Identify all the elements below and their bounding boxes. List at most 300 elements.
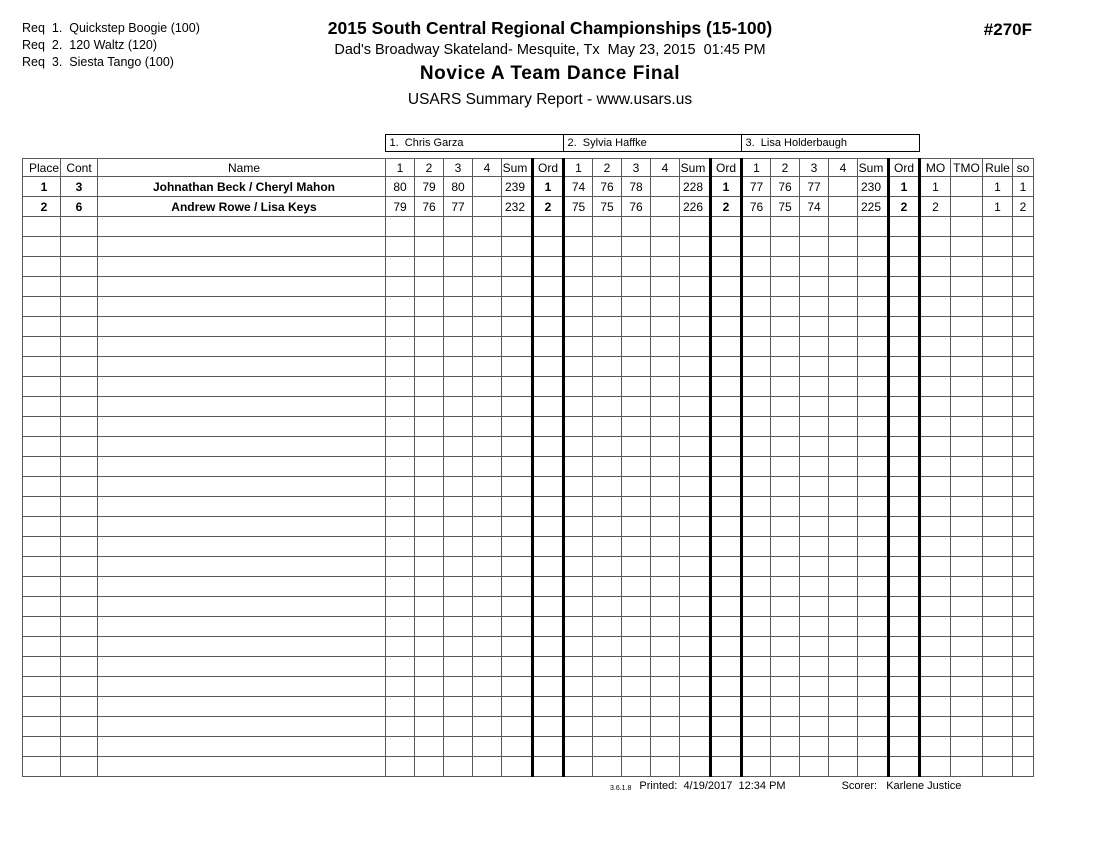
cell-ord <box>889 317 920 337</box>
cell-sum <box>680 577 711 597</box>
cell-sum <box>680 437 711 457</box>
cell-score <box>622 437 651 457</box>
cell-score <box>622 237 651 257</box>
cell-sum <box>502 697 533 717</box>
cell-score <box>473 297 502 317</box>
cell-score <box>800 377 829 397</box>
cell-sum <box>502 677 533 697</box>
cell-score <box>651 317 680 337</box>
cell-score <box>444 457 473 477</box>
judge-3-name: 3. Lisa Holderbaugh <box>741 135 919 152</box>
cell-score <box>800 737 829 757</box>
cell-rule <box>983 457 1013 477</box>
cell-score <box>742 397 771 417</box>
cell-score <box>651 597 680 617</box>
empty-row <box>23 437 1034 457</box>
cell-score <box>564 317 593 337</box>
empty-row <box>23 617 1034 637</box>
cell-score <box>622 577 651 597</box>
cell-rule <box>983 237 1013 257</box>
cell-score <box>564 557 593 577</box>
cell-score <box>651 377 680 397</box>
cell-score <box>771 637 800 657</box>
cell-score: 74 <box>800 197 829 217</box>
cell-score: 80 <box>386 177 415 197</box>
cell-so <box>1013 237 1034 257</box>
cell-score <box>829 717 858 737</box>
cell-name <box>98 717 386 737</box>
cell-rule <box>983 257 1013 277</box>
cell-score <box>386 357 415 377</box>
cell-ord: 2 <box>889 197 920 217</box>
cell-score <box>444 317 473 337</box>
cell-tmo <box>951 697 983 717</box>
cell-tmo <box>951 537 983 557</box>
cell-place <box>23 637 61 657</box>
cell-score <box>829 357 858 377</box>
cell-ord <box>711 557 742 577</box>
cell-score <box>386 457 415 477</box>
cell-score <box>564 377 593 397</box>
cell-so <box>1013 337 1034 357</box>
cell-score <box>742 377 771 397</box>
cell-cont <box>61 657 98 677</box>
cell-score <box>622 257 651 277</box>
cell-sum <box>680 537 711 557</box>
column-header-score: 3 <box>444 159 473 177</box>
cell-score <box>386 277 415 297</box>
cell-score: 74 <box>564 177 593 197</box>
cell-score <box>444 657 473 677</box>
cell-score <box>742 237 771 257</box>
cell-score <box>829 637 858 657</box>
cell-sum <box>858 477 889 497</box>
cell-score <box>444 237 473 257</box>
cell-sum <box>502 237 533 257</box>
cell-ord: 1 <box>711 177 742 197</box>
cell-name <box>98 277 386 297</box>
cell-so <box>1013 397 1034 417</box>
cell-score <box>829 537 858 557</box>
cell-score <box>622 737 651 757</box>
cell-score <box>651 397 680 417</box>
cell-mo <box>920 277 951 297</box>
cell-place <box>23 577 61 597</box>
cell-score <box>771 617 800 637</box>
cell-ord <box>889 737 920 757</box>
cell-ord <box>533 617 564 637</box>
cell-score <box>651 177 680 197</box>
cell-score <box>415 277 444 297</box>
cell-place: 2 <box>23 197 61 217</box>
cell-ord <box>889 657 920 677</box>
cell-tmo <box>951 177 983 197</box>
cell-score <box>415 737 444 757</box>
cell-ord <box>711 417 742 437</box>
cell-place <box>23 457 61 477</box>
cell-score <box>593 697 622 717</box>
cell-place <box>23 397 61 417</box>
cell-score <box>800 257 829 277</box>
cell-score <box>473 737 502 757</box>
cell-tmo <box>951 277 983 297</box>
cell-sum <box>680 277 711 297</box>
cell-tmo <box>951 597 983 617</box>
cell-sum <box>858 737 889 757</box>
cell-sum <box>680 457 711 477</box>
cell-score <box>771 217 800 237</box>
cell-score <box>473 717 502 737</box>
column-header-cont: Cont <box>61 159 98 177</box>
cell-score <box>415 337 444 357</box>
cell-sum <box>502 377 533 397</box>
cell-ord <box>533 357 564 377</box>
cell-ord <box>711 617 742 637</box>
cell-ord: 1 <box>533 177 564 197</box>
cell-so <box>1013 417 1034 437</box>
cell-score <box>593 317 622 337</box>
cell-score <box>593 377 622 397</box>
cell-score <box>593 357 622 377</box>
cell-score <box>742 257 771 277</box>
cell-score <box>829 197 858 217</box>
cell-score <box>473 537 502 557</box>
cell-ord: 1 <box>889 177 920 197</box>
cell-score <box>444 337 473 357</box>
cell-place <box>23 477 61 497</box>
cell-score <box>771 657 800 677</box>
cell-tmo <box>951 317 983 337</box>
cell-ord <box>533 757 564 777</box>
cell-rule <box>983 737 1013 757</box>
cell-ord <box>711 757 742 777</box>
cell-score <box>622 657 651 677</box>
cell-sum <box>858 617 889 637</box>
cell-ord <box>533 457 564 477</box>
cell-score <box>829 257 858 277</box>
cell-ord <box>889 617 920 637</box>
cell-score <box>800 437 829 457</box>
cell-score <box>415 497 444 517</box>
cell-score <box>473 337 502 357</box>
cell-so <box>1013 557 1034 577</box>
cell-score <box>564 637 593 657</box>
empty-row <box>23 737 1034 757</box>
cell-sum <box>858 517 889 537</box>
cell-score <box>386 477 415 497</box>
cell-cont <box>61 217 98 237</box>
cell-ord <box>711 597 742 617</box>
cell-score <box>386 557 415 577</box>
cell-rule <box>983 517 1013 537</box>
cell-score <box>444 757 473 777</box>
cell-score <box>593 597 622 617</box>
cell-ord <box>533 397 564 417</box>
cell-tmo <box>951 337 983 357</box>
cell-sum <box>858 557 889 577</box>
cell-sum <box>858 317 889 337</box>
cell-name <box>98 457 386 477</box>
cell-score <box>742 697 771 717</box>
empty-row <box>23 277 1034 297</box>
cell-score <box>415 637 444 657</box>
cell-score <box>742 217 771 237</box>
cell-sum <box>502 717 533 737</box>
cell-score <box>651 697 680 717</box>
cell-place: 1 <box>23 177 61 197</box>
cell-score <box>829 277 858 297</box>
cell-score <box>651 457 680 477</box>
cell-score <box>829 477 858 497</box>
cell-score <box>771 377 800 397</box>
column-header-score: 2 <box>415 159 444 177</box>
cell-sum <box>502 477 533 497</box>
cell-ord <box>533 597 564 617</box>
cell-score <box>771 337 800 357</box>
cell-score <box>771 677 800 697</box>
cell-score <box>473 357 502 377</box>
cell-ord <box>711 537 742 557</box>
cell-sum <box>680 677 711 697</box>
cell-score <box>386 737 415 757</box>
cell-score <box>800 237 829 257</box>
cell-ord <box>711 397 742 417</box>
cell-so <box>1013 537 1034 557</box>
cell-sum <box>680 417 711 437</box>
empty-row <box>23 257 1034 277</box>
cell-place <box>23 437 61 457</box>
cell-score <box>771 357 800 377</box>
cell-tmo <box>951 417 983 437</box>
cell-score <box>742 477 771 497</box>
cell-sum <box>858 237 889 257</box>
cell-score <box>622 357 651 377</box>
cell-score <box>742 437 771 457</box>
cell-mo <box>920 737 951 757</box>
cell-score <box>800 277 829 297</box>
cell-score <box>444 377 473 397</box>
cell-score <box>771 537 800 557</box>
cell-so <box>1013 677 1034 697</box>
cell-score <box>415 297 444 317</box>
cell-score <box>651 717 680 737</box>
cell-score <box>415 237 444 257</box>
cell-score <box>651 437 680 457</box>
cell-sum <box>680 217 711 237</box>
cell-ord <box>533 657 564 677</box>
cell-place <box>23 737 61 757</box>
cell-score <box>622 317 651 337</box>
cell-cont <box>61 257 98 277</box>
cell-sum <box>680 477 711 497</box>
cell-rule <box>983 417 1013 437</box>
cell-sum <box>680 557 711 577</box>
cell-score <box>444 717 473 737</box>
cell-score <box>742 417 771 437</box>
requirement-line: Req 2. 120 Waltz (120) <box>22 38 158 52</box>
column-header-ord: Ord <box>533 159 564 177</box>
column-header-tmo: TMO <box>951 159 983 177</box>
cell-tmo <box>951 377 983 397</box>
cell-score <box>473 397 502 417</box>
cell-sum <box>502 397 533 417</box>
column-header-ord: Ord <box>889 159 920 177</box>
empty-row <box>23 697 1034 717</box>
cell-cont <box>61 377 98 397</box>
empty-row <box>23 377 1034 397</box>
cell-score <box>829 577 858 597</box>
cell-score <box>622 757 651 777</box>
cell-score <box>444 297 473 317</box>
column-header-score: 4 <box>829 159 858 177</box>
cell-so <box>1013 717 1034 737</box>
cell-score <box>564 217 593 237</box>
cell-score <box>800 717 829 737</box>
cell-score <box>444 217 473 237</box>
cell-tmo <box>951 457 983 477</box>
cell-tmo <box>951 357 983 377</box>
cell-score <box>771 437 800 457</box>
cell-sum: 239 <box>502 177 533 197</box>
cell-so <box>1013 297 1034 317</box>
cell-sum <box>502 737 533 757</box>
cell-tmo <box>951 677 983 697</box>
cell-so <box>1013 657 1034 677</box>
cell-place <box>23 617 61 637</box>
cell-score <box>651 257 680 277</box>
cell-score <box>800 657 829 677</box>
cell-score <box>622 557 651 577</box>
cell-sum <box>858 297 889 317</box>
cell-name <box>98 437 386 457</box>
cell-score <box>386 237 415 257</box>
empty-row <box>23 397 1034 417</box>
cell-score <box>386 337 415 357</box>
cell-score <box>415 757 444 777</box>
cell-score <box>473 217 502 237</box>
cell-score <box>593 497 622 517</box>
cell-ord <box>889 217 920 237</box>
cell-score <box>444 577 473 597</box>
empty-row <box>23 217 1034 237</box>
cell-score <box>742 277 771 297</box>
cell-sum <box>680 657 711 677</box>
cell-ord <box>889 357 920 377</box>
cell-score <box>742 637 771 657</box>
event-title: Novice A Team Dance Final <box>419 63 681 84</box>
cell-sum <box>502 217 533 237</box>
cell-ord <box>711 257 742 277</box>
cell-score <box>593 477 622 497</box>
cell-score <box>651 277 680 297</box>
column-header-score: 2 <box>593 159 622 177</box>
cell-ord <box>889 597 920 617</box>
cell-score <box>564 517 593 537</box>
cell-sum <box>858 537 889 557</box>
cell-score <box>593 297 622 317</box>
cell-ord <box>889 577 920 597</box>
cell-ord <box>533 677 564 697</box>
cell-score <box>829 437 858 457</box>
cell-name <box>98 217 386 237</box>
cell-score <box>622 217 651 237</box>
cell-tmo <box>951 737 983 757</box>
cell-ord <box>889 477 920 497</box>
cell-sum <box>502 337 533 357</box>
cell-score <box>800 477 829 497</box>
cell-sum <box>858 677 889 697</box>
cell-score <box>593 397 622 417</box>
cell-score <box>593 617 622 637</box>
cell-mo <box>920 557 951 577</box>
cell-sum <box>858 697 889 717</box>
cell-rule <box>983 377 1013 397</box>
cell-score <box>829 317 858 337</box>
cell-cont <box>61 517 98 537</box>
cell-ord <box>711 297 742 317</box>
cell-ord <box>711 237 742 257</box>
cell-score <box>771 697 800 717</box>
cell-score <box>473 257 502 277</box>
cell-score <box>651 357 680 377</box>
cell-score <box>386 377 415 397</box>
cell-score <box>622 417 651 437</box>
cell-score <box>564 677 593 697</box>
cell-score <box>800 697 829 717</box>
cell-score <box>564 397 593 417</box>
cell-ord <box>711 217 742 237</box>
cell-score: 79 <box>415 177 444 197</box>
cell-sum: 226 <box>680 197 711 217</box>
cell-rule: 1 <box>983 177 1013 197</box>
cell-sum <box>858 717 889 737</box>
cell-place <box>23 317 61 337</box>
cell-rule <box>983 617 1013 637</box>
cell-ord <box>889 277 920 297</box>
cell-name <box>98 517 386 537</box>
cell-rule <box>983 397 1013 417</box>
cell-score <box>564 297 593 317</box>
cell-score <box>444 637 473 657</box>
cell-score <box>622 677 651 697</box>
cell-sum <box>680 697 711 717</box>
cell-ord <box>533 377 564 397</box>
cell-place <box>23 657 61 677</box>
cell-ord <box>889 717 920 737</box>
cell-cont <box>61 357 98 377</box>
cell-sum <box>680 357 711 377</box>
cell-score <box>829 217 858 237</box>
cell-ord <box>533 277 564 297</box>
cell-sum <box>680 317 711 337</box>
cell-name <box>98 377 386 397</box>
cell-rule <box>983 337 1013 357</box>
cell-ord <box>711 637 742 657</box>
empty-row <box>23 637 1034 657</box>
cell-rule <box>983 537 1013 557</box>
cell-ord <box>711 357 742 377</box>
cell-score <box>771 597 800 617</box>
cell-score <box>742 577 771 597</box>
cell-mo <box>920 397 951 417</box>
cell-rule <box>983 357 1013 377</box>
cell-score <box>593 677 622 697</box>
cell-tmo <box>951 437 983 457</box>
cell-name <box>98 297 386 317</box>
cell-score <box>593 257 622 277</box>
cell-sum <box>502 277 533 297</box>
cell-score <box>651 637 680 657</box>
